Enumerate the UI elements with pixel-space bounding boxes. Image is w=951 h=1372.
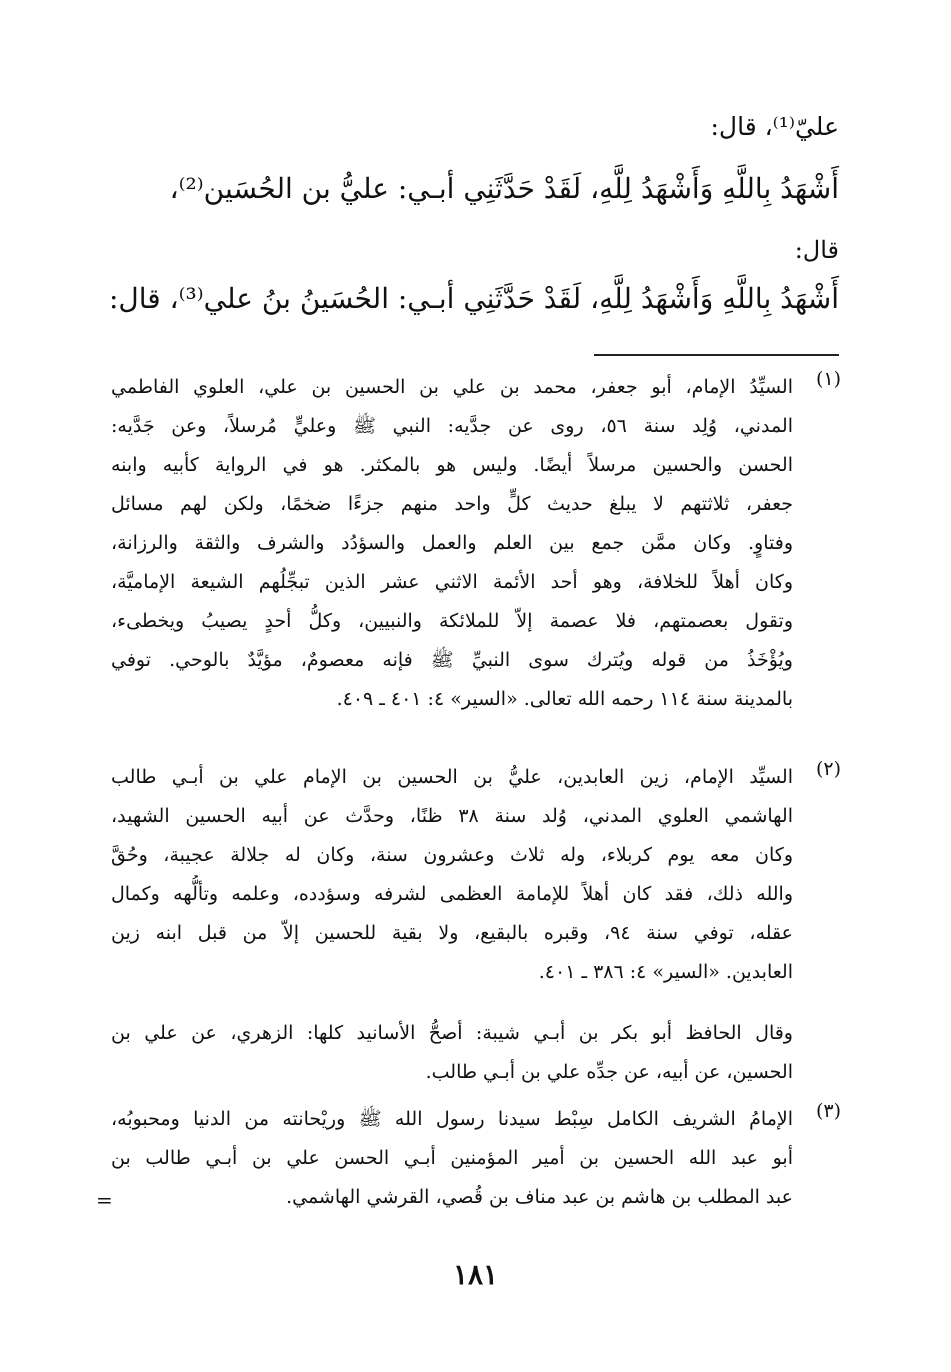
page-number: ١٨١ — [452, 1258, 499, 1291]
footnote-line: الحسن والحسين مرسلاً أيضًا. وليس هو بالمكثر. هو في الرواية كأبيه وابنه — [111, 454, 793, 476]
footnote-line: أبو عبد الله الحسين بن أمير المؤمنين أبـي الحسن علي بن أبـي طالب بن — [111, 1147, 793, 1169]
footnote-number: (٣) — [815, 1100, 841, 1122]
main-text-line-4: أَشْهَدُ بِاللَّهِ وَأَشْهَدُ لِلَّهِ، لَقَدْ حَدَّثَنِي أبـي: الحُسَينُ بنُ علي⁽³⁾، قال: — [109, 282, 839, 315]
footnote-line: والله ذلك، فقد كان أهلاً للإمامة العظمى لشرفه وسؤدده، وعلمه وتألُّهه وكمال — [111, 883, 793, 905]
footnote-line: الحسين، عن أبيه، عن جدِّه علي بن أبـي طالب. — [425, 1061, 793, 1083]
main-text-line-2: أَشْهَدُ بِاللَّهِ وَأَشْهَدُ لِلَّهِ، لَقَدْ حَدَّثَنِي أبـي: عليُّ بن الحُسَين⁽²⁾، — [169, 172, 839, 205]
main-text-line-1: عليّ⁽¹⁾، قال: — [710, 112, 839, 141]
footnote-line: السيِّد الإمام، زين العابدين، عليُّ بن الحسين بن الإمام علي بن أبـي طالب — [111, 766, 793, 788]
footnote-line: وفتاوٍ. وكان ممَّن جمع بين العلم والعمل والسؤدُد والشرف والثقة والرزانة، — [111, 532, 793, 554]
footnote-line: وتقول بعصمتهم، فلا عصمة إلاّ للملائكة والنبيين، وكلُّ أحدٍ يصيبُ ويخطىء، — [111, 610, 793, 632]
footnote-3 — [111, 1100, 841, 1217]
footnote-line: عقله، توفي سنة ٩٤، وقبره بالبقيع، ولا بقية للحسين إلاّ من قبل ابنه زين — [111, 922, 793, 944]
footnote-line: عبد المطلب بن هاشم بن عبد مناف بن قُصي، القرشي الهاشمي. — [286, 1186, 793, 1208]
footnote-body — [111, 368, 793, 719]
footnote-body — [111, 758, 793, 992]
footnote-line: ويُؤْخَذُ من قوله ويُترك سوى النبيِّ ﷺ فإنه معصومٌ، مؤيَّدٌ بالوحي. توفي — [111, 649, 793, 671]
footnote-line: وكان أهلاً للخلافة، وهو أحد الأئمة الاثني عشر الذين تبجِّلُهم الشيعة الإماميَّة، — [111, 571, 793, 593]
footnote-line: السيِّدُ الإمام، أبو جعفر، محمد بن علي بن الحسين بن علي، العلوي الفاطمي — [111, 376, 793, 398]
footnote-line: بالمدينة سنة ١١٤ رحمه الله تعالى. «السير» ٤: ٤٠١ ـ ٤٠٩. — [336, 688, 793, 710]
footnote-line: العابدين. «السير» ٤: ٣٨٦ ـ ٤٠١. — [538, 961, 793, 983]
footnote-1 — [111, 368, 841, 719]
footnote-line: وقال الحافظ أبو بكر بن أبـي شيبة: أصحُّ الأسانيد كلها: الزهري، عن علي بن — [111, 1022, 793, 1044]
footnote-separator — [594, 354, 839, 356]
main-text-line-3: قال: — [794, 236, 839, 264]
footnote-number: (٢) — [815, 758, 841, 780]
footnote-line: الهاشمي العلوي المدني، وُلد سنة ٣٨ ظنًا، وحدَّث عن أبيه الحسين الشهيد، — [111, 805, 793, 827]
footnote-number: (١) — [815, 368, 841, 390]
footnote-2 — [111, 758, 841, 992]
footnote-body — [111, 1100, 793, 1217]
footnote-line: المدني، وُلِد سنة ٥٦، روى عن جدَّيه: النبي ﷺ وعليٍّ مُرسلاً، وعن جَدَّيه: — [111, 415, 793, 437]
footnote-line: جعفر، ثلاثتهم لا يبلغ حديث كلٍّ واحد منهم جزءًا ضخمًا، ولكن لهم مسائل — [111, 493, 793, 515]
footnote-2-continuation — [111, 1014, 793, 1092]
continuation-mark: = — [96, 1188, 113, 1212]
footnote-line: وكان معه يوم كربلاء، وله ثلاث وعشرون سنة، وكان له جلالة عجيبة، وحُقَّ — [111, 844, 793, 866]
footnote-line: الإمامُ الشريف الكامل سِبْط سيدنا رسول الله ﷺ وريْحانته من الدنيا ومحبوبُه، — [111, 1108, 793, 1130]
